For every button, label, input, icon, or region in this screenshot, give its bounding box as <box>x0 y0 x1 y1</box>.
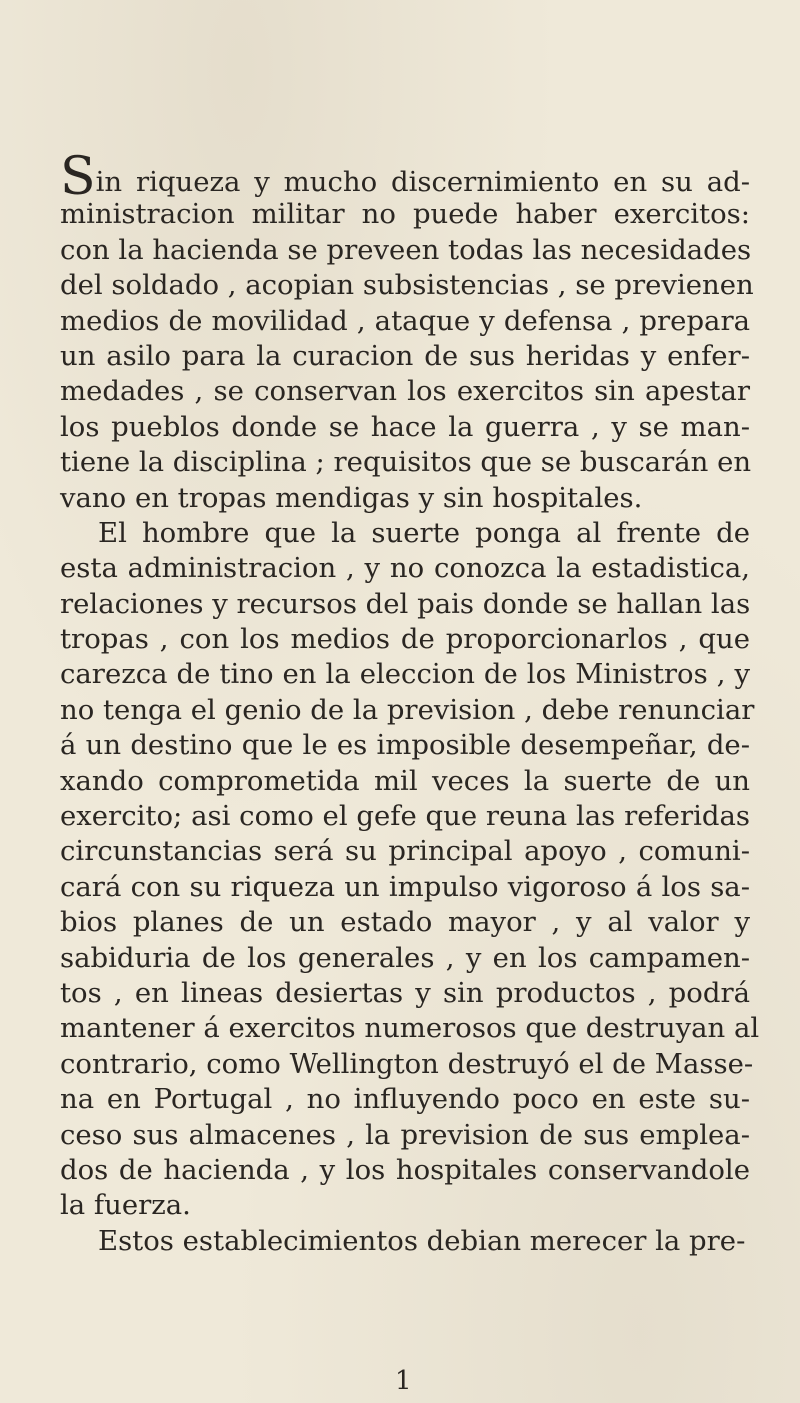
drop-cap: S <box>60 147 96 207</box>
text-line: esta administracion , y no conozca la estadistica, <box>60 552 750 585</box>
text-line: exercito; asi como el gefe que reuna las referidas <box>60 800 750 833</box>
text-line: contrario, como Wellington destruyó el de Masse- <box>60 1047 754 1080</box>
text-line: del soldado , acopian subsistencias , se previenen <box>60 269 754 302</box>
text-line: sabiduria de los generales , y en los campamen- <box>60 941 750 974</box>
page-number: 1 <box>395 1366 412 1396</box>
text-line: medades , se conservan los exercitos sin apestar <box>60 375 750 408</box>
text-line: no tenga el genio de la prevision , debe renunciar <box>60 693 755 726</box>
body-text <box>60 147 760 1259</box>
text-line: Estos establecimientos debian merecer la pre- <box>98 1224 746 1257</box>
text-line: con la hacienda se preveen todas las necesidades <box>60 233 752 266</box>
text-line: El hombre que la suerte ponga al frente de <box>98 516 750 549</box>
text-line: carezca de tino en la eleccion de los Ministros , y <box>60 658 750 691</box>
text-line: medios de movilidad , ataque y defensa , prepara <box>60 304 750 337</box>
text-line: relaciones y recursos del pais donde se hallan las <box>60 587 751 620</box>
text-line: ministracion militar no puede haber exercitos: <box>60 198 750 231</box>
text-line: Sin riqueza y mucho discernimiento en su ad- <box>60 147 750 207</box>
text-line: tiene la disciplina ; requisitos que se buscarán en <box>60 446 752 479</box>
text-line: la fuerza. <box>60 1189 191 1222</box>
text-line: tos , en lineas desiertas y sin productos , podrá <box>60 976 750 1009</box>
text-line: circunstancias será su principal apoyo , comuni- <box>60 835 750 868</box>
text-line: na en Portugal , no influyendo poco en este su- <box>60 1083 750 1116</box>
text-line: tropas , con los medios de proporcionarlos , que <box>60 623 750 656</box>
text-line: xando comprometida mil veces la suerte de un <box>60 764 750 797</box>
text-line: ceso sus almacenes , la prevision de sus emplea- <box>60 1118 750 1151</box>
text-line: mantener á exercitos numerosos que destruyan al <box>60 1012 760 1045</box>
text-line: los pueblos donde se hace la guerra , y se man- <box>60 410 750 443</box>
text-line: un asilo para la curacion de sus heridas y enfer- <box>60 339 750 372</box>
text-line: vano en tropas mendigas y sin hospitales. <box>60 481 643 514</box>
text-line: cará con su riqueza un impulso vigoroso á los sa- <box>60 870 750 903</box>
text-line: bios planes de un estado mayor , y al valor y <box>60 906 750 939</box>
text-line: dos de hacienda , y los hospitales conservandole <box>60 1153 750 1186</box>
text-line: á un destino que le es imposible desempeñar, de- <box>60 729 750 762</box>
